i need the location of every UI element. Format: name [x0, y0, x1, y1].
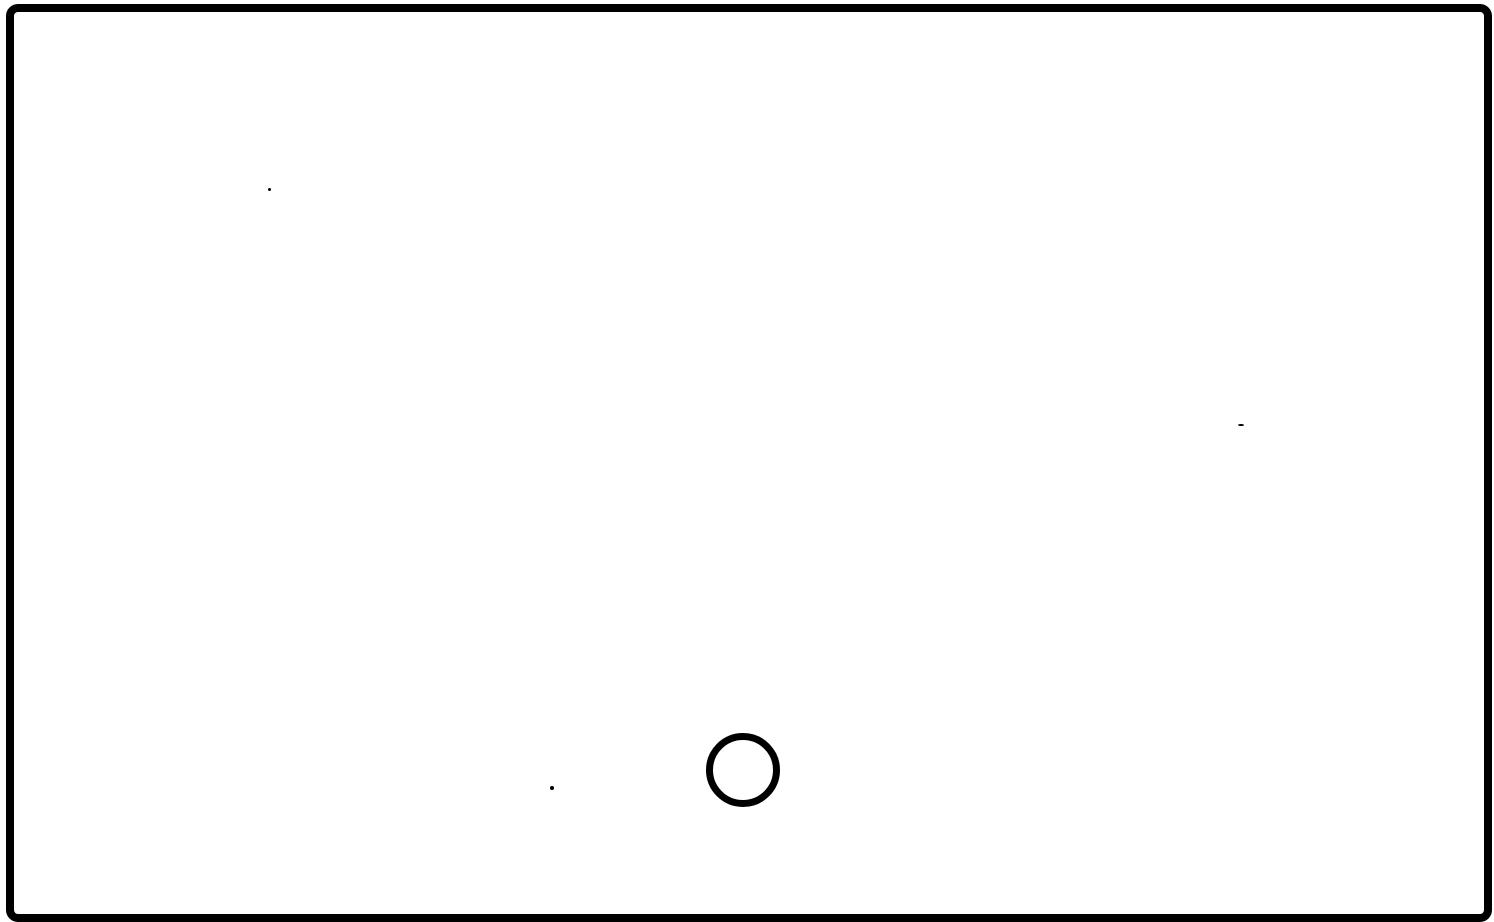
- punch-hole: [706, 733, 780, 807]
- speck: [550, 786, 554, 790]
- speck: [268, 188, 271, 191]
- speck: [1238, 424, 1244, 426]
